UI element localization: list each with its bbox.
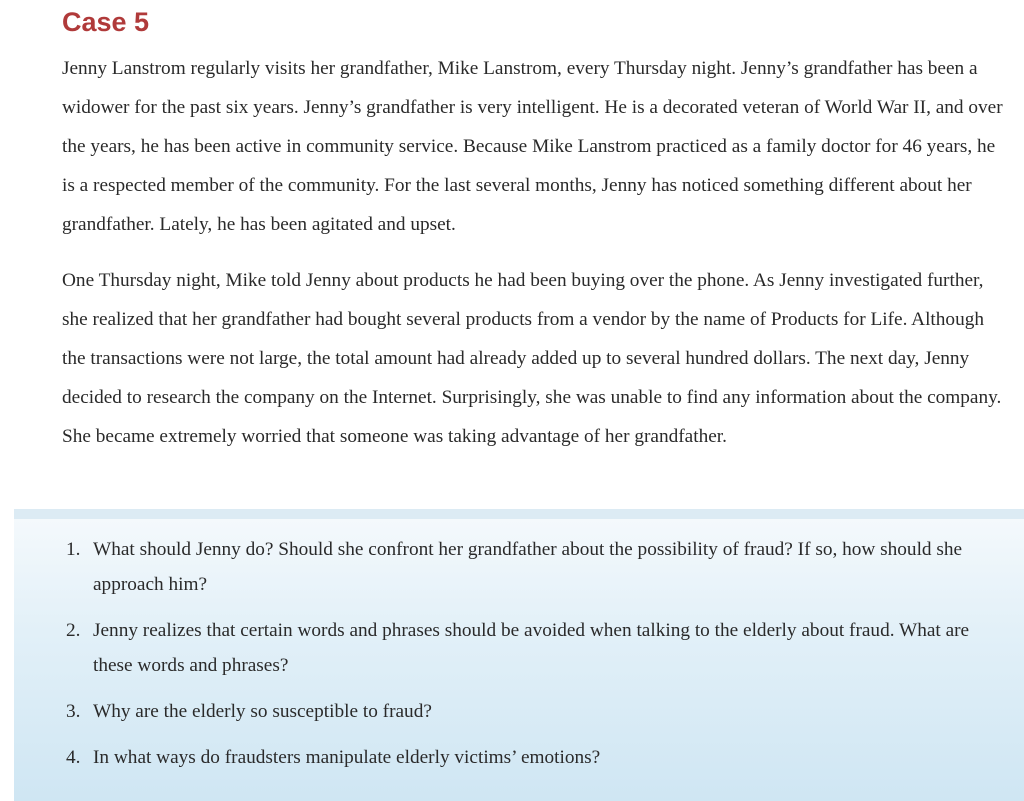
question-text: In what ways do fraudsters manipulate elderly victims’ emotions? xyxy=(93,747,601,768)
question-number: 2. xyxy=(66,620,81,641)
case-paragraph-2: One Thursday night, Mike told Jenny about products he had been buying over the phone. As Jenny investigated further, she realized that her grandfather had bought several products from a vendor by the name of Products for Life. Although the transactions were not large, the total amount had already added up to several hundred dollars. The next day, Jenny decided to research the company on the Internet. Surprisingly, she was unable to find any information about the company. She became extremely worried that someone was taking advantage of her grandfather. xyxy=(62,270,1002,447)
discussion-questions-panel xyxy=(14,509,1024,801)
question-number: 1. xyxy=(66,539,81,560)
question-text: What should Jenny do? Should she confront her grandfather about the possibility of fraud? If so, how should she approach him? xyxy=(93,539,963,595)
question-number: 3. xyxy=(66,701,81,722)
question-item-3 xyxy=(14,694,993,729)
questions-list xyxy=(14,532,1024,786)
question-text: Why are the elderly so susceptible to fraud? xyxy=(93,701,432,722)
case-paragraph-1: Jenny Lanstrom regularly visits her grandfather, Mike Lanstrom, every Thursday night. Jenny’s grandfather has been a widower for the past six years. Jenny’s grandfather is very intelligent. He is a decorated veteran of World War II, and over the years, he has been active in community service. Because Mike Lanstrom practiced as a family doctor for 46 years, he is a respected member of the community. For the last several months, Jenny has noticed something different about her grandfather. Lately, he has been agitated and upset. xyxy=(62,58,1003,235)
question-item-2 xyxy=(14,613,993,683)
question-text: Jenny realizes that certain words and phrases should be avoided when talking to the elderly about fraud. What are these words and phrases? xyxy=(93,620,970,676)
question-item-4 xyxy=(14,740,993,775)
case-title: Case 5 xyxy=(62,7,150,37)
question-item-1 xyxy=(14,532,993,602)
question-number: 4. xyxy=(66,747,81,768)
